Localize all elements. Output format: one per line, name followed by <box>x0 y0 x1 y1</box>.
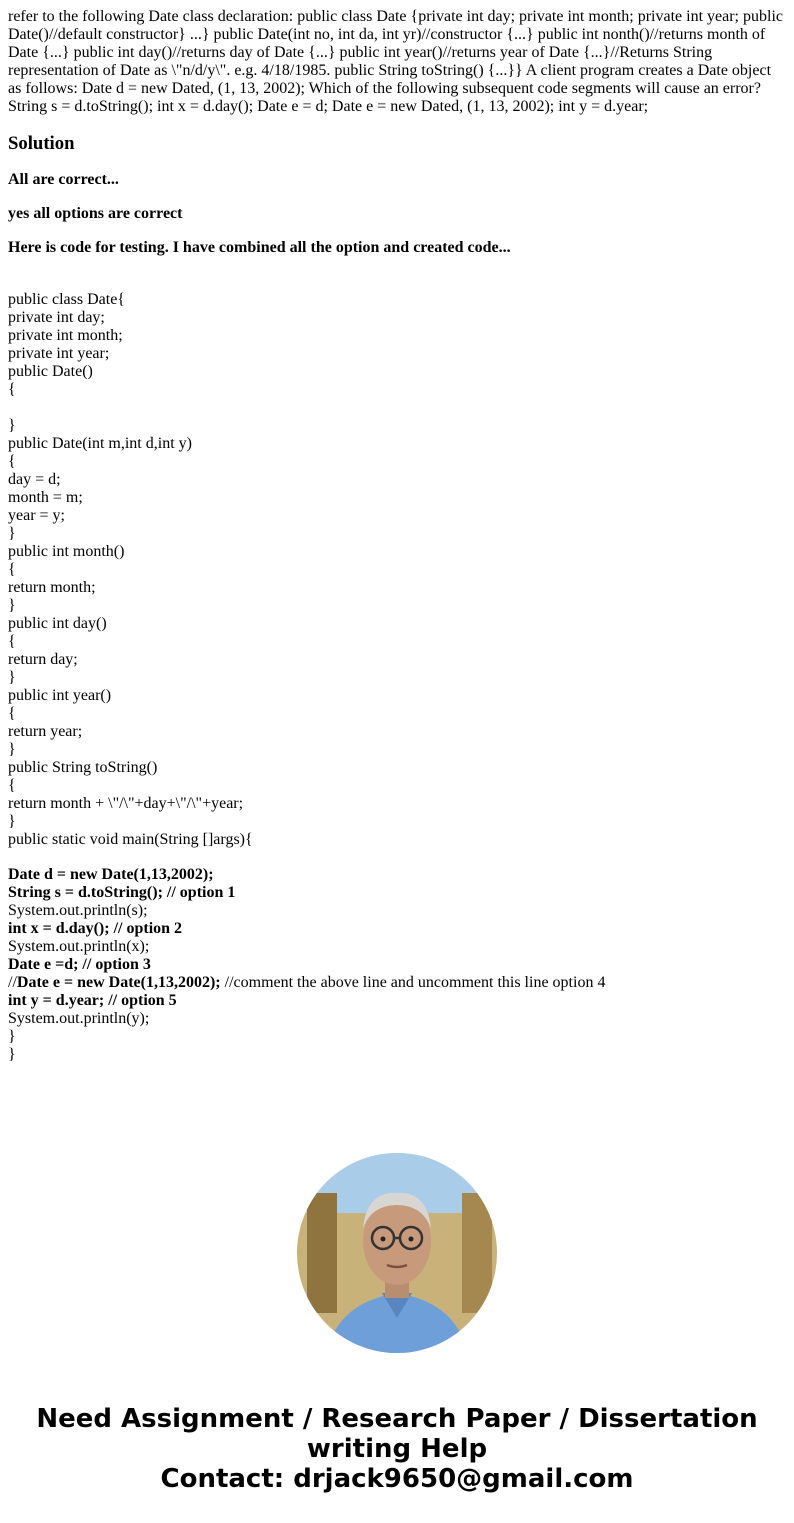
code-line <box>8 884 786 902</box>
code-line: { <box>8 381 16 398</box>
code-line <box>8 866 786 884</box>
code-line: { <box>8 561 16 578</box>
code-line: day = d; <box>8 471 61 488</box>
code-line: { <box>8 705 16 722</box>
code-segment: Date d = new Date(1,13,2002); <box>8 866 214 883</box>
code-line <box>8 956 786 974</box>
code-line: } <box>8 813 16 830</box>
code-line: public int month() <box>8 543 125 560</box>
code-segment: System.out.println(s); <box>8 902 148 919</box>
question-text: refer to the following Date class declaration: public class Date {private int day; private int month; private int year; public Date()//default constructor} ...} public Date(int no, int da, int yr)//constructor {...} public int nonth()//returns month of Date {...} public int day()//returns day of Date {...} public int year()//returns year of Date {...}//Returns String representation of Date as \"n/d/y\". e.g. 4/18/1985. public String toString() {...}} A client program creates a Date object as follows: Date d = new Dated, (1, 13, 2002); Which of the following subsequent code segments will cause an error? String s = d.toString(); int x = d.day(); Date e = d; Date e = new Dated, (1, 13, 2002); int y = d.year; <box>8 8 783 115</box>
code-segment: String s = d.toString(); // option 1 <box>8 884 236 901</box>
code-line: public int year() <box>8 687 112 704</box>
code-segment: // <box>8 974 17 991</box>
code-segment: //comment the above line and uncomment this line option 4 <box>220 974 606 991</box>
code-line: } <box>8 417 16 434</box>
code-block-class <box>8 291 786 849</box>
code-segment: int x = d.day(); // option 2 <box>8 920 183 937</box>
answer-line: Here is code for testing. I have combined all the option and created code... <box>8 239 511 256</box>
code-segment: } <box>8 1046 16 1063</box>
code-line: year = y; <box>8 507 65 524</box>
code-line: private int year; <box>8 345 110 362</box>
code-line <box>8 902 786 920</box>
code-line <box>8 974 786 992</box>
code-line <box>8 1046 786 1064</box>
code-line: } <box>8 525 16 542</box>
author-photo <box>297 1153 497 1353</box>
code-line: { <box>8 777 16 794</box>
code-segment: int y = d.year; // option 5 <box>8 992 177 1009</box>
code-line: public Date() <box>8 363 93 380</box>
code-line: } <box>8 669 16 686</box>
code-segment: Date e =d; // option 3 <box>8 956 151 973</box>
code-block-main <box>8 866 786 1064</box>
code-line <box>8 992 786 1010</box>
code-segment: System.out.println(x); <box>8 938 150 955</box>
code-line <box>8 1010 786 1028</box>
code-line <box>8 1028 786 1046</box>
answer-line: All are correct... <box>8 171 119 188</box>
code-segment: } <box>8 1028 16 1045</box>
code-line: public int day() <box>8 615 107 632</box>
solution-heading: Solution <box>8 133 75 154</box>
code-line <box>8 938 786 956</box>
code-segment: System.out.println(y); <box>8 1010 150 1027</box>
code-line: return month; <box>8 579 96 596</box>
code-line: private int day; <box>8 309 105 326</box>
code-line: { <box>8 453 16 470</box>
code-line: } <box>8 741 16 758</box>
code-line: return year; <box>8 723 83 740</box>
code-line: public String toString() <box>8 759 158 776</box>
code-line <box>8 920 786 938</box>
code-line: public static void main(String []args){ <box>8 831 253 848</box>
code-line: private int month; <box>8 327 123 344</box>
code-line: } <box>8 597 16 614</box>
code-line: { <box>8 633 16 650</box>
banner-line: Need Assignment / Research Paper / Dissertation <box>36 1404 758 1434</box>
contact-banner <box>0 1404 794 1494</box>
code-line: public Date(int m,int d,int y) <box>8 435 192 452</box>
code-line: month = m; <box>8 489 83 506</box>
code-line: return month + \"/\"+day+\"/\"+year; <box>8 795 244 812</box>
code-segment: Date e = new Date(1,13,2002); <box>16 974 221 991</box>
answer-line: yes all options are correct <box>8 205 183 222</box>
banner-line: writing Help <box>306 1434 488 1464</box>
contact-email: Contact: drjack9650@gmail.com <box>160 1464 634 1494</box>
code-line <box>8 399 786 417</box>
code-line: public class Date{ <box>8 291 125 308</box>
code-line: return day; <box>8 651 78 668</box>
